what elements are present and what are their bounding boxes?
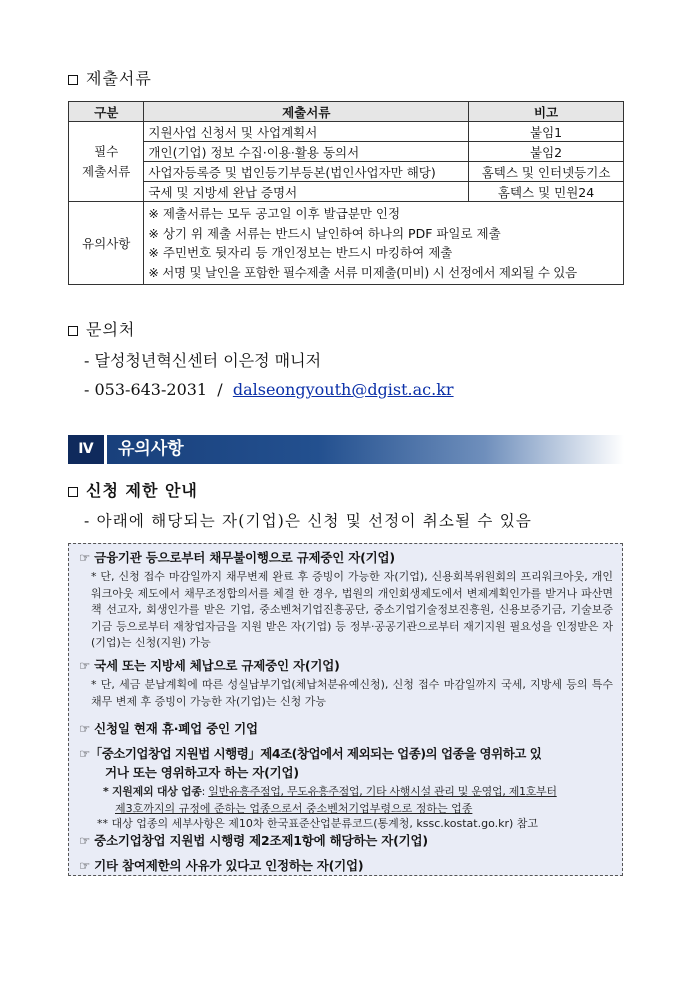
note-line: ※ 주민번호 뒷자리 등 개인정보는 반드시 마킹하여 제출 [148,245,453,260]
restriction-item: ☞ 국세 또는 지방세 체납으로 규제중인 자(기업) [79,658,340,673]
doc-cell: 사업자등록증 및 법인등기부등본(법인사업자만 해당) [144,162,469,182]
table-row [69,182,624,202]
group-label-notes: 유의사항 [69,202,144,285]
contact-line [84,380,454,399]
restriction-heading: 신청 제한 안내 [68,478,198,501]
excluded-list: 일반유흥주점업, 무도유흥주점업, 기타 사행시설 관리 및 운영업, 제1호부터 [208,785,557,798]
restriction-box [68,543,623,876]
excluded-label: * 지원제외 대상 업종 [103,785,202,798]
restriction-item: ☞ 중소기업창업 지원법 시행령 제2조제1항에 해당하는 자(기업) [79,833,428,848]
table-row [69,162,624,182]
table-row-notes [69,202,624,285]
note-line: ※ 서명 및 날인을 포함한 필수제출 서류 미제출(미비) 시 선정에서 제외될 수 있음 [148,264,577,280]
restriction-note: * 단, 신청 접수 마감일까지 채무변제 완료 후 증빙이 가능한 자(기업), 신용회복위원회의 프리워크아웃, 개인워크아웃 제도에서 채무조정합의서를 체결 한 경우, 법원의 개인회생제도에서 변제계획인가를 받거나 파산면책 선고자, 회생인가를 받은 기업, 중소벤처기업진흥공단, 중소기업기술정보진흥원, 신용보증기금, 기술보증기금 등으로부터 재창업자금을 지원 받은 자(기업) 등 정부·공공기관으로부터 재기지원 필요성을 인정받은 자(기업)는 신청(지원) 가능 [91,570,613,649]
table-row [69,142,624,162]
contact-phone: - 053-643-2031 / [84,380,233,399]
doc-cell: 지원사업 신청서 및 사업계획서 [144,122,469,142]
restriction-item: ☞「중소기업창업 지원법 시행령」제4조(창업에서 제외되는 업종)의 업종을 영위하고 있 [79,746,542,761]
table-header-cell: 비고 [469,102,624,122]
contact-heading: 문의처 [68,317,135,340]
note-cell: 붙임1 [469,122,624,142]
note-line: ※ 제출서류는 모두 공고일 이후 발급분만 인정 [148,206,401,221]
restriction-item-continued: 거나 또는 영위하고자 하는 자(기업) [105,765,299,780]
section-number: Ⅳ [68,435,107,464]
checkbox-square-icon [68,326,78,336]
section-title: 유의사항 [118,439,184,459]
note-line: ※ 상기 위 제출 서류는 반드시 날인하여 하나의 PDF 파일로 제출 [148,225,501,241]
checkbox-square-icon [68,487,78,497]
note-cell: 홈텍스 및 인터넷등기소 [469,162,624,182]
contact-email-link[interactable]: dalseongyouth@dgist.ac.kr [232,380,454,399]
excluded-industries-note: * 지원제외 대상 업종: 일반유흥주점업, 무도유흥주점업, 기타 사행시설 관리 및 운영업, 제1호부터 제3호까지의 규정에 준하는 업종으로서 중소벤처기업부령으로 정하는 업종 [103,785,557,815]
note-cell: 홈텍스 및 민원24 [469,182,624,202]
contact-name: - 달성청년혁신센터 이은정 매니저 [84,351,322,370]
restriction-item: ☞ 기타 참여제한의 사유가 있다고 인정하는 자(기업) [79,858,364,873]
table-header-cell: 구분 [69,102,144,122]
section-banner [68,435,624,464]
restriction-note: * 단, 세금 분납계획에 따른 성실납부기업(체납처분유예신청), 신청 접수 마감일까지 국세, 지방세 등의 특수채무 변제 후 증빙이 가능한 자(기업)는 신청 가능 [91,678,613,708]
table-row [69,122,624,142]
table-header-cell: 제출서류 [144,102,469,122]
docs-heading: 제출서류 [68,66,152,89]
note-cell: 붙임2 [469,142,624,162]
restriction-intro: - 아래에 해당되는 자(기업)은 신청 및 선정이 취소될 수 있음 [84,512,533,530]
doc-cell: 국세 및 지방세 완납 증명서 [144,182,469,202]
restriction-item: ☞ 금융기관 등으로부터 채무불이행으로 규제중인 자(기업) [79,550,395,565]
checkbox-square-icon [68,75,78,85]
group-label-required: 필수 제출서류 [69,122,144,202]
table-header-row [69,102,624,122]
industry-code-note: ** 대상 업종의 세부사항은 제10차 한국표준산업분류코드(통계청, kssc.kostat.go.kr) 참고 [97,817,539,830]
notes-cell [144,202,624,285]
excluded-list: 제3호까지의 규정에 준하는 업종으로서 중소벤처기업부령으로 정하는 업종 [115,801,473,815]
restriction-item: ☞ 신청일 현재 휴·폐업 중인 기업 [79,721,258,736]
doc-cell: 개인(기업) 정보 수집·이용·활용 동의서 [144,142,469,162]
submission-docs-table [68,101,624,285]
